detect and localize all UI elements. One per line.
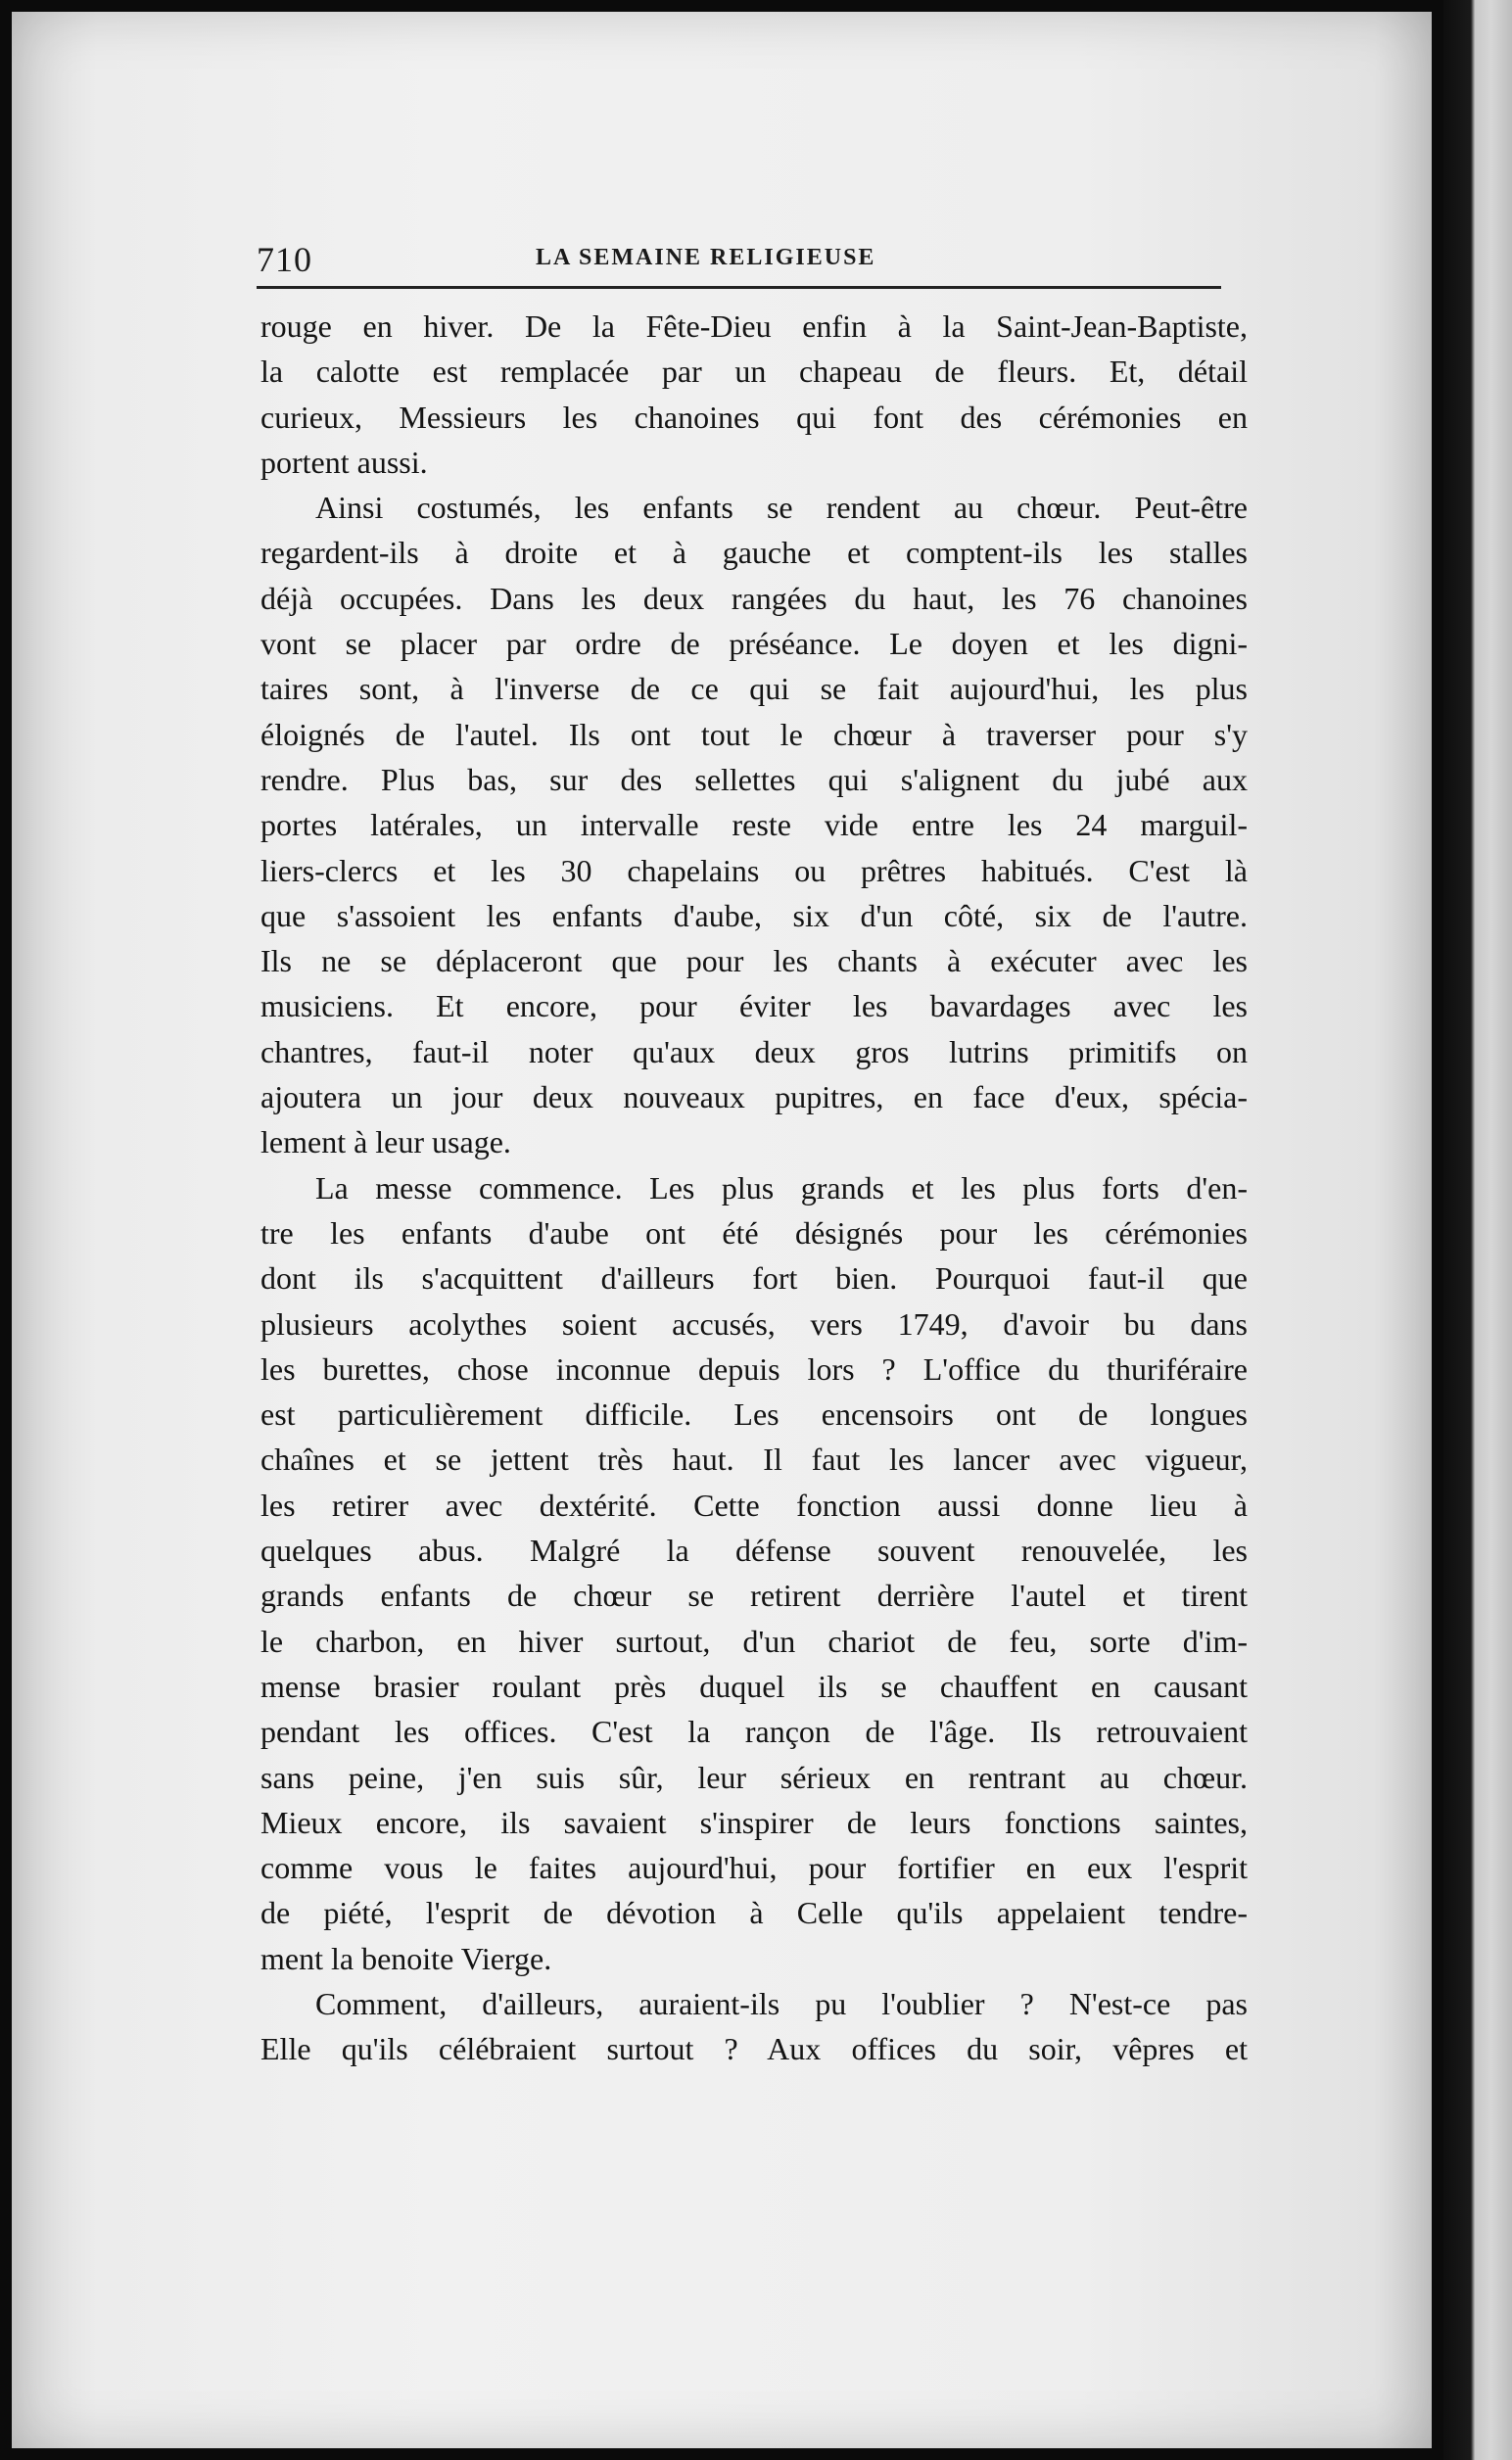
text-line: déjà occupées. Dans les deux rangées du haut, les 76 chanoines: [260, 580, 1248, 616]
text-line: musiciens. Et encore, pour éviter les bavardages avec les: [260, 988, 1248, 1024]
text-line: lement à leur usage.: [260, 1124, 511, 1160]
text-line: rouge en hiver. De la Fête-Dieu enfin à la Saint-Jean-Baptiste,: [260, 308, 1248, 344]
text-line: taires sont, à l'inverse de ce qui se fait aujourd'hui, les plus: [260, 671, 1248, 707]
adjacent-page-edge: [1443, 0, 1512, 2460]
text-line: les burettes, chose inconnue depuis lors ? L'office du thuriféraire: [260, 1350, 1248, 1387]
text-line: Ils ne se déplaceront que pour les chants à exécuter avec les: [260, 943, 1248, 979]
text-line: vont se placer par ordre de préséance. Le doyen et les digni-: [260, 626, 1248, 662]
text-line: que s'assoient les enfants d'aube, six d'un côté, six de l'autre.: [260, 897, 1248, 933]
text-line: Comment, d'ailleurs, auraient-ils pu l'oublier ? N'est-ce pas: [315, 1985, 1248, 2021]
text-line: ajoutera un jour deux nouveaux pupitres, en face d'eux, spécia-: [260, 1079, 1248, 1115]
text-line: curieux, Messieurs les chanoines qui font des cérémonies en: [260, 399, 1248, 435]
text-line: quelques abus. Malgré la défense souvent renouvelée, les: [260, 1533, 1248, 1569]
text-line: les retirer avec dextérité. Cette fonction aussi donne lieu à: [260, 1487, 1248, 1523]
text-line: dont ils s'acquittent d'ailleurs fort bien. Pourquoi faut-il que: [260, 1260, 1248, 1297]
text-line: sans peine, j'en suis sûr, leur sérieux en rentrant au chœur.: [260, 1759, 1248, 1795]
text-line: regardent-ils à droite et à gauche et comptent-ils les stalles: [260, 535, 1248, 571]
page-header: [257, 239, 1221, 289]
text-line: la calotte est remplacée par un chapeau de fleurs. Et, détail: [260, 354, 1248, 390]
body-text: [260, 304, 1248, 2072]
text-line: comme vous le faites aujourd'hui, pour fortifier en eux l'esprit: [260, 1850, 1248, 1886]
text-line: portent aussi.: [260, 444, 428, 480]
text-line: le charbon, en hiver surtout, d'un chariot de feu, sorte d'im-: [260, 1623, 1248, 1659]
text-line: Mieux encore, ils savaient s'inspirer de leurs fonctions saintes,: [260, 1804, 1248, 1840]
text-line: de piété, l'esprit de dévotion à Celle qu'ils appelaient tendre-: [260, 1895, 1248, 1931]
text-line: rendre. Plus bas, sur des sellettes qui s'alignent du jubé aux: [260, 761, 1248, 797]
text-line: plusieurs acolythes soient accusés, vers 1749, d'avoir bu dans: [260, 1305, 1248, 1342]
text-line: Ainsi costumés, les enfants se rendent au chœur. Peut-être: [315, 490, 1248, 526]
text-line: La messe commence. Les plus grands et les plus forts d'en-: [315, 1169, 1248, 1206]
text-line: tre les enfants d'aube ont été désignés pour les cérémonies: [260, 1214, 1248, 1251]
text-line: chaînes et se jettent très haut. Il faut les lancer avec vigueur,: [260, 1442, 1248, 1478]
running-head: LA SEMAINE RELIGIEUSE: [536, 245, 876, 270]
text-line: Elle qu'ils célébraient surtout ? Aux offices du soir, vêpres et: [260, 2031, 1248, 2067]
text-line: mense brasier roulant près duquel ils se chauffent en causant: [260, 1668, 1248, 1704]
text-line: est particulièrement difficile. Les encensoirs ont de longues: [260, 1396, 1248, 1433]
text-line: liers-clercs et les 30 chapelains ou prêtres habitués. C'est là: [260, 852, 1248, 888]
text-line: ment la benoite Vierge.: [260, 1940, 552, 1976]
text-line: éloignés de l'autel. Ils ont tout le chœur à traverser pour s'y: [260, 716, 1248, 752]
page-number: 710: [257, 240, 312, 279]
text-line: chantres, faut-il noter qu'aux deux gros lutrins primitifs on: [260, 1033, 1248, 1069]
text-line: pendant les offices. C'est la rançon de l'âge. Ils retrouvaient: [260, 1714, 1248, 1750]
text-line: portes latérales, un intervalle reste vide entre les 24 marguil-: [260, 807, 1248, 843]
text-line: grands enfants de chœur se retirent derrière l'autel et tirent: [260, 1578, 1248, 1614]
